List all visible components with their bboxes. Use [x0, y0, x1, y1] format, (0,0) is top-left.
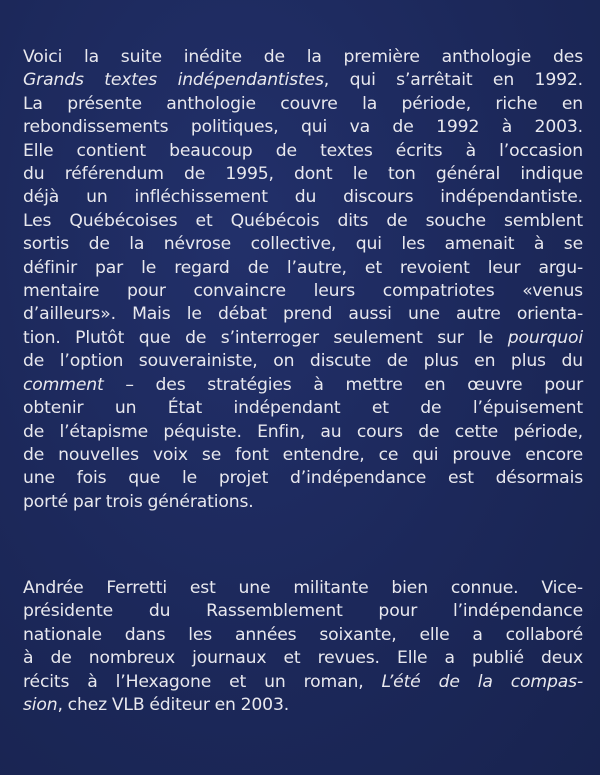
synopsis-line: Grands textes indépendantistes, qui s’arrêtait en 1992.	[23, 70, 583, 91]
synopsis-line: obtenir un État indépendant et de l’épuisement	[23, 398, 583, 419]
synopsis-line: sortis de la névrose collective, qui les amenait à se	[23, 234, 583, 255]
synopsis-line: Voici la suite inédite de la première anthologie des	[23, 47, 583, 67]
bio-line: à de nombreux journaux et revues. Elle a publié deux	[23, 648, 583, 669]
bio-line: nationale dans les années soixante, elle a collaboré	[23, 624, 583, 645]
synopsis-line: mentaire pour convaincre leurs compatriotes «venus	[23, 281, 583, 302]
synopsis-line: définir par le regard de l’autre, et revoient leur argu-	[23, 257, 583, 278]
author-bio-paragraph	[23, 577, 583, 717]
synopsis-line: de nouvelles voix se font entendre, ce qui prouve encore	[23, 444, 583, 465]
synopsis-line: Les Québécoises et Québécois dits de souche semblent	[23, 210, 583, 231]
emphasis-pourquoi: pourquoi	[507, 327, 583, 348]
anthology-title: Grands textes indépendantistes	[23, 70, 324, 91]
bio-line: présidente du Rassemblement pour l’indépendance	[23, 601, 583, 622]
synopsis-line: de l’étapisme péquiste. Enfin, au cours de cette période,	[23, 421, 583, 442]
synopsis-line: comment – des stratégies à mettre en œuvre pour	[23, 374, 583, 395]
novel-title-end: sion	[23, 695, 58, 716]
synopsis-line: déjà un infléchissement du discours indépendantiste.	[23, 187, 583, 208]
synopsis-line: d’ailleurs». Mais le débat prend aussi une autre orienta-	[23, 304, 583, 325]
bio-line: récits à l’Hexagone et un roman, L’été de la compas-	[23, 671, 583, 692]
synopsis-line: du référendum de 1995, dont le ton général indique	[23, 164, 583, 185]
synopsis-line: La présente anthologie couvre la période, riche en	[23, 93, 583, 114]
synopsis-line: porté par trois générations.	[23, 491, 254, 512]
synopsis-paragraph	[23, 46, 583, 514]
novel-title: L’été de la compas-	[381, 671, 583, 692]
bio-line: sion, chez VLB éditeur en 2003.	[23, 695, 290, 716]
synopsis-line: Elle contient beaucoup de textes écrits à l’occasion	[23, 140, 583, 161]
synopsis-line: une fois que le projet d’indépendance est désormais	[23, 468, 583, 489]
synopsis-line: rebondissements politiques, qui va de 1992 à 2003.	[23, 117, 583, 138]
bio-line: Andrée Ferretti est une militante bien connue. Vice-	[23, 578, 583, 598]
synopsis-line: tion. Plutôt que de s’interroger seulement sur le pourquoi	[23, 327, 583, 348]
synopsis-line: de l’option souverainiste, on discute de plus en plus du	[23, 351, 583, 372]
emphasis-comment: comment	[23, 374, 104, 395]
